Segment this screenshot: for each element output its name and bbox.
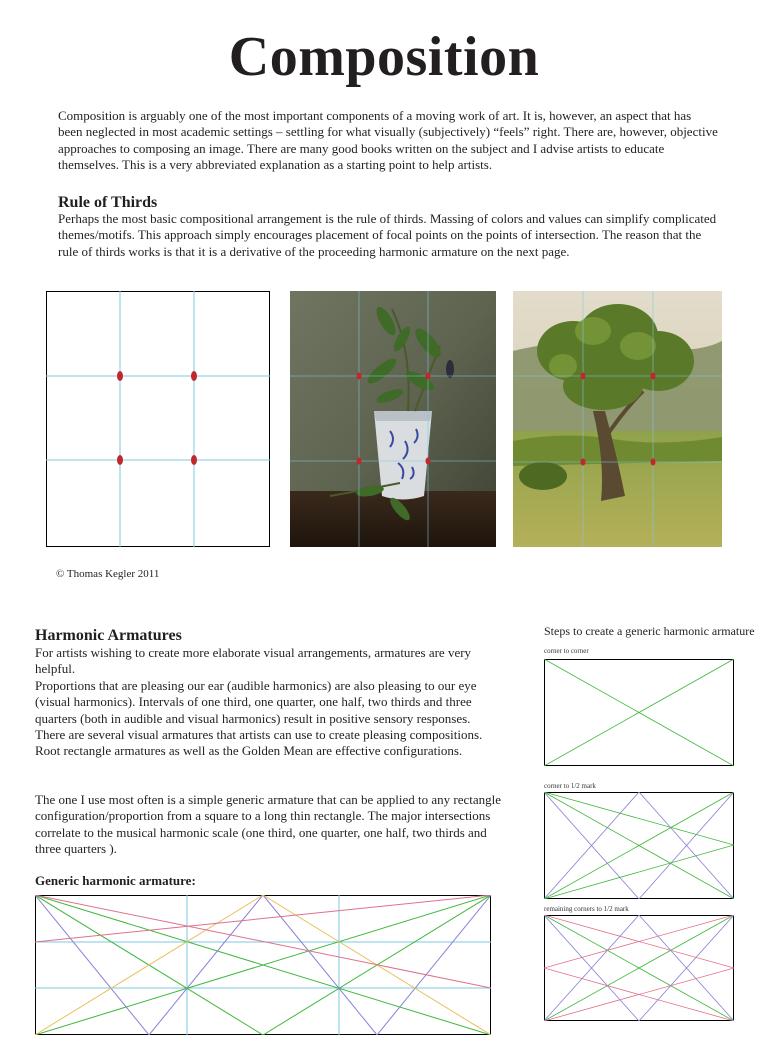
step-label-3: remaining corners to 1/2 mark — [544, 905, 629, 913]
rule-of-thirds-text: Perhaps the most basic compositional arrangement is the rule of thirds. Massing of colors and values can simplify complicated themes/motifs. This approach simply encourages placement of focal points on the points of intersection. The reason that the rule of thirds works is that it is a derivative of the proceeding harmonic armature on the next page. — [58, 211, 717, 259]
harmonic-paragraph-2: The one I use most often is a simple generic armature that can be applied to any rectangle configuration/proportion from a square to a long thin rectangle. The major intersections correlate to the musical harmonic scale (one third, one quarter, one half, two thirds and three quarters ). — [35, 792, 502, 857]
page-title: Composition — [228, 26, 540, 88]
step-diagram-remaining-corners — [544, 915, 734, 1021]
still-life-painting — [290, 291, 496, 547]
generic-armature-heading: Generic harmonic armature: — [35, 873, 196, 888]
harmonic-paragraph-1: For artists wishing to create more elaborate visual arrangements, armatures are very helpful. Proportions that are pleasing our ear (audible harmonics) are also pleasing to our eye (visual harmonics). Intervals of one third, one quarter, one half, two thirds and three quarters (both in audible and visual harmonics) result in positive sensory responses. There are several visual armatures that artists can use to create pleasing compositions. Root rectangle armatures as well as the Golden Mean are effective configurations. — [35, 645, 483, 759]
step-label-2: corner to 1/2 mark — [544, 782, 596, 790]
step-label-1: corner to corner — [544, 647, 589, 655]
rule-of-thirds-heading: Rule of Thirds — [58, 194, 158, 211]
tree-landscape-painting — [513, 291, 722, 547]
copyright-note: © Thomas Kegler 2011 — [56, 568, 160, 580]
thirds-diagram — [46, 291, 270, 547]
generic-armature-diagram — [35, 895, 491, 1024]
intro-paragraph: Composition is arguably one of the most important components of a moving work of art. It is, however, an aspect that has been neglected in most academic settings – settling for what visually (subjectively) “feels” right. There are, however, objective approaches to composing an image. There are many good books written on the subject and I advise artists to educate themselves. This is a very abbreviated explanation as a starting point to help artists. — [58, 108, 718, 173]
step-diagram-corner-to-corner — [544, 659, 734, 766]
steps-heading: Steps to create a generic harmonic armature — [544, 624, 755, 638]
harmonic-armatures-heading: Harmonic Armatures — [35, 627, 182, 644]
step-diagram-corner-to-half — [544, 792, 734, 899]
